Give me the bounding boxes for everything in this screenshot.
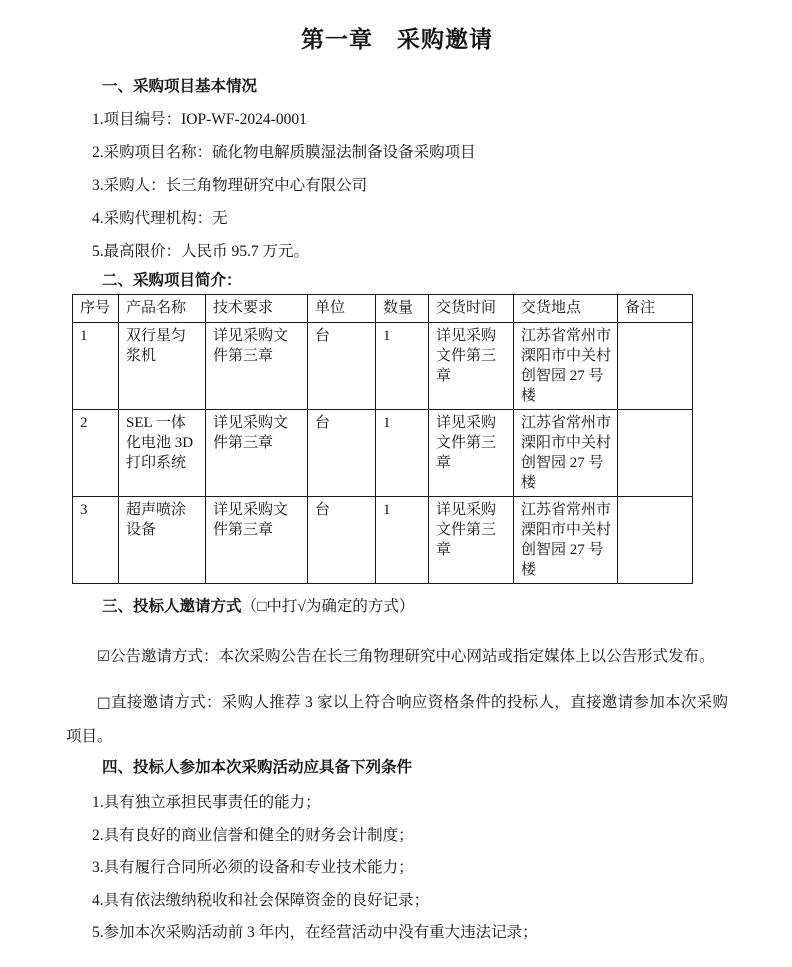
condition-item: 1.具有独立承担民事责任的能力； [92,794,321,811]
section1-items [66,103,728,268]
table-cell: 详见采购文件第三章 [206,497,308,584]
table-cell: 台 [308,410,376,497]
table-header-row [73,295,693,323]
section3-heading [66,596,728,618]
table-row [73,323,693,410]
table-cell [618,497,693,584]
table-cell: 超声喷涂设备 [119,497,206,584]
table-cell: 详见采购文件第三章 [429,497,514,584]
table-header-cell: 交货时间 [429,295,514,323]
agency-line: 4.采购代理机构：无 [92,210,228,227]
invitation-option-direct-text: 直接邀请方式：采购人推荐 3 家以上符合响应资格条件的投标人，直接邀请参加本次采购项目。 [66,694,728,745]
table-cell: 台 [308,323,376,410]
condition-item: 5.参加本次采购活动前 3 年内，在经营活动中没有重大违法记录； [92,924,538,941]
checkbox-checked-icon: ☑ [97,649,110,665]
table-cell: 江苏省常州市溧阳市中关村创智园 27 号楼 [514,497,618,584]
section3-heading-note: （□中打√为确定的方式） [241,598,415,615]
section2-heading: 二、采购项目简介： [102,272,242,289]
table-cell: 台 [308,497,376,584]
table-header-cell: 交货地点 [514,295,618,323]
table-cell: 1 [376,323,429,410]
purchaser-line: 3.采购人：长三角物理研究中心有限公司 [92,177,368,194]
table-cell: 1 [376,497,429,584]
condition-item: 2.具有良好的商业信誉和健全的财务会计制度； [92,826,414,844]
table-cell: 详见采购文件第三章 [429,323,514,410]
table-cell: SEL 一体化电池 3D 打印系统 [119,410,206,497]
table-cell: 1 [73,323,119,410]
table-cell: 3 [73,497,119,584]
condition-item: 3.具有履行合同所必须的设备和专业技术能力； [92,859,414,876]
project-name-line: 2.采购项目名称：硫化物电解质膜湿法制备设备采购项目 [92,144,476,161]
table-cell: 江苏省常州市溧阳市中关村创智园 27 号楼 [514,410,618,497]
section3-heading-text: 三、投标人邀请方式 [102,598,242,615]
condition-item: 4.具有依法缴纳税收和社会保障资金的良好记录； [92,891,430,909]
table-header-cell: 序号 [73,295,119,323]
checkbox-unchecked-icon: □ [97,695,112,711]
table-header-cell: 产品名称 [119,295,206,323]
invitation-option-public [66,640,728,674]
table-cell: 2 [73,410,119,497]
table-cell [618,323,693,410]
table-header-cell: 备注 [618,295,693,323]
section1-heading: 一、采购项目基本情况 [102,78,258,95]
table-cell: 江苏省常州市溧阳市中关村创智园 27 号楼 [514,323,618,410]
price-limit-line: 5.最高限价：人民币 95.7 万元。 [92,243,310,260]
table-header-cell: 单位 [308,295,376,323]
table-cell: 双行星匀浆机 [119,323,206,410]
invitation-option-direct [66,686,728,753]
table-cell [618,410,693,497]
table-row [73,410,693,497]
table-cell: 详见采购文件第三章 [206,323,308,410]
section4-heading: 四、投标人参加本次采购活动应具备下列条件 [102,759,413,776]
table-cell: 1 [376,410,429,497]
products-table [72,294,693,584]
invitation-option-public-text: 公告邀请方式：本次采购公告在长三角物理研究中心网站或指定媒体上以公告形式发布。 [110,648,715,665]
table-cell: 详见采购文件第三章 [429,410,514,497]
page-title: 第一章 采购邀请 [301,27,493,52]
section4-items [66,787,728,950]
table-header-cell: 技术要求 [206,295,308,323]
table-row [73,497,693,584]
table-cell: 详见采购文件第三章 [206,410,308,497]
table-header-cell: 数量 [376,295,429,323]
project-number-line: 1.项目编号：IOP-WF-2024-0001 [92,111,307,128]
